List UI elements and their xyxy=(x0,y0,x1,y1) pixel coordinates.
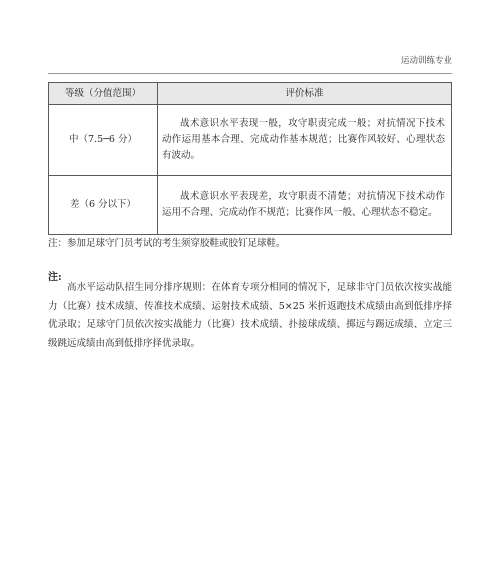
table-row xyxy=(49,176,452,235)
note-paragraph: 高水平运动队招生同分排序规则：在体育专项分相同的情况下，足球非守门员依次按实战能力（比赛）技术成绩、传准技术成绩、运射技术成绩、5×25 米折返跑技术成绩由高到低排序择优录取；足球守门员依次按实战能力（比赛）技术成绩、扑接球成绩、掷远与踢远成绩、立定三级跳远成绩由高到低排序择优录取。 xyxy=(48,282,452,349)
grade-column-header: 等级（分值范围） xyxy=(49,83,158,105)
table-header-row xyxy=(49,83,452,105)
header-divider xyxy=(48,73,452,74)
criteria-cell: 战术意识水平表现差，攻守职责不清楚；对抗情况下技术动作运用不合理、完成动作不规范；比赛作风一般、心理状态不稳定。 xyxy=(158,176,452,235)
table-row xyxy=(49,105,452,176)
evaluation-table xyxy=(48,82,452,235)
page-header-title: 运动训练专业 xyxy=(400,56,452,66)
footnote: 注：参加足球守门员考试的考生须穿胶鞋或胶钉足球鞋。 xyxy=(48,238,286,249)
grade-cell: 差（6 分以下） xyxy=(49,176,158,235)
criteria-column-header: 评价标准 xyxy=(158,83,452,105)
note-label: 注: xyxy=(48,272,62,283)
criteria-cell: 战术意识水平表现一般，攻守职责完成一般；对抗情况下技术动作运用基本合理、完成动作基本规范；比赛作风较好、心理状态有波动。 xyxy=(158,105,452,176)
grade-cell: 中（7.5─6 分） xyxy=(49,105,158,176)
